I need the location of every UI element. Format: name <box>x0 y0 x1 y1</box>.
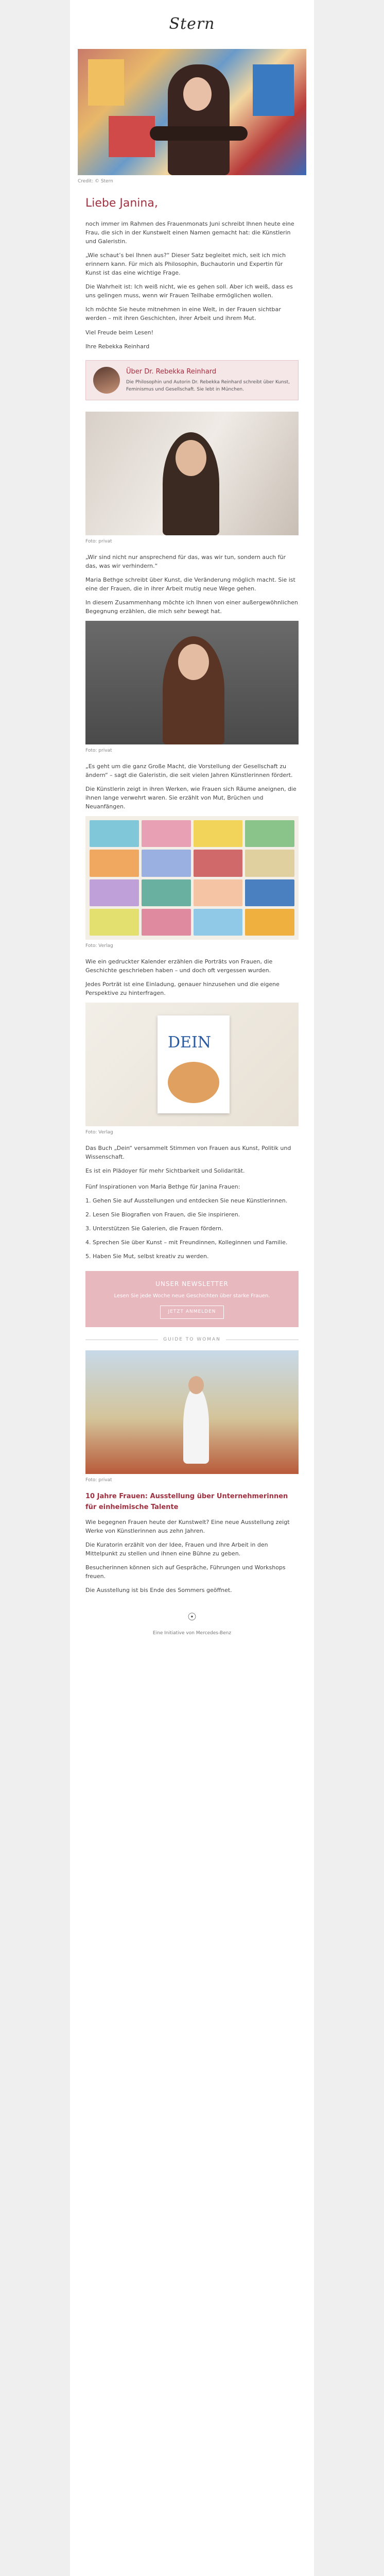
article-paragraph: Die Kuratorin erzählt von der Idee, Frauen und ihre Arbeit in den Mittelpunkt zu stellen und ihnen eine Bühne zu geben. <box>85 1541 268 1557</box>
photo-caption: Foto: Verlag <box>85 1130 113 1136</box>
section-paragraph: Die Künstlerin zeigt in ihren Werken, wie Frauen sich Räume aneignen, die ihnen lange verwehrt waren. Sie erzählt von Mut, Brüchen und Neuanfängen. <box>85 785 296 810</box>
grid-tile <box>90 850 139 876</box>
bio-title: Über Dr. Rebekka Reinhard <box>126 367 217 376</box>
photo-face <box>176 440 206 476</box>
grid-tile <box>90 820 139 847</box>
newsletter-cta <box>85 1271 299 1327</box>
book <box>158 1015 230 1113</box>
grid-tile <box>90 879 139 906</box>
hero-image <box>78 49 306 175</box>
photo-caption: Foto: Verlag <box>85 943 113 948</box>
hero-caption: Credit: © Stern <box>78 179 113 184</box>
section-paragraph: Es ist ein Plädoyer für mehr Sichtbarkeit und Solidarität. <box>85 1167 245 1175</box>
grid-tile <box>142 850 191 876</box>
section-paragraph: In diesem Zusammenhang möchte ich Ihnen von einer außergewöhnlichen Begegnung erzählen, die mich sehr bewegt hat. <box>85 599 298 615</box>
grid-tile <box>194 820 243 847</box>
letter-paragraph: Viel Freude beim Lesen! <box>85 329 154 336</box>
cta-heading: UNSER NEWSLETTER <box>155 1280 229 1288</box>
article-paragraph: Besucherinnen können sich auf Gespräche, Führungen und Workshops freuen. <box>85 1564 286 1580</box>
hero-arm <box>150 126 248 141</box>
footer-text: Eine Initiative von Mercedes-Benz <box>152 1631 232 1636</box>
article-paragraph: Wie begegnen Frauen heute der Kunstwelt? Eine neue Ausstellung zeigt Werke von Künstlerinnen aus zehn Jahren. <box>85 1518 290 1534</box>
grid-tile <box>90 909 139 936</box>
greeting: Liebe Janina, <box>85 196 158 210</box>
photo-caption: Foto: privat <box>85 538 112 544</box>
author-avatar <box>93 367 120 394</box>
photo-person <box>183 1386 209 1464</box>
letter-paragraph: Ich möchte Sie heute mitnehmen in eine Welt, in der Frauen sichtbar werden – mit ihren Geschichten, ihrer Arbeit und ihrem Mut. <box>85 306 281 322</box>
cta-button[interactable]: JETZT ANMELDEN <box>160 1306 223 1319</box>
grid-tile <box>245 879 294 906</box>
section-divider <box>85 1336 299 1344</box>
list-item: 4. Sprechen Sie über Kunst – mit Freundinnen, Kolleginnen und Familie. <box>85 1239 288 1246</box>
bio-text: Die Philosophin und Autorin Dr. Rebekka Reinhard schreibt über Kunst, Feminismus und Gesellschaft. Sie lebt in München. <box>126 379 290 392</box>
article-paragraph: Die Ausstellung ist bis Ende des Sommers geöffnet. <box>85 1586 232 1594</box>
grid-tile <box>142 820 191 847</box>
artwork-blue <box>253 64 294 116</box>
signature: Ihre Rebekka Reinhard <box>85 343 150 350</box>
letter-paragraph: Die Wahrheit ist: Ich weiß nicht, wie es gehen soll. Aber ich weiß, dass es uns gelingen muss, wenn wir Frauen Teilhabe ermöglichen wollen. <box>85 283 293 299</box>
newsletter-sheet <box>70 0 314 2576</box>
article-title[interactable]: 10 Jahre Frauen: Ausstellung über Unternehmerinnen für einheimische Talente <box>85 1493 288 1511</box>
section-paragraph: „Wir sind nicht nur ansprechend für das, was wir tun, sondern auch für das, was wir verhindern.“ <box>85 553 286 569</box>
grid-tile <box>245 909 294 936</box>
photo-face <box>178 644 209 680</box>
header <box>70 0 314 49</box>
letter-paragraph: noch immer im Rahmen des Frauenmonats Juni schreibt Ihnen heute eine Frau, die sich in der Kunstwelt einen Namen gemacht hat: die Künstlerin und Galeristin. <box>85 221 294 245</box>
photo-caption: Foto: privat <box>85 1478 112 1483</box>
section-paragraph: Jedes Porträt ist eine Einladung, genauer hinzusehen und die eigene Perspektive zu hinterfragen. <box>85 981 280 997</box>
grid-tile <box>194 909 243 936</box>
mercedes-logo-icon[interactable]: ☉ <box>187 1611 197 1623</box>
divider-label: GUIDE TO WOMAN <box>163 1336 221 1342</box>
grid-tile <box>194 850 243 876</box>
author-bio <box>85 360 299 400</box>
section-paragraph: Wie ein gedruckter Kalender erzählen die Porträts von Frauen, die Geschichte geschrieben haben – und doch oft vergessen wurden. <box>85 958 273 974</box>
photo-portrait-grid <box>85 816 299 940</box>
section-paragraph: Das Buch „Dein“ versammelt Stimmen von Frauen aus Kunst, Politik und Wissenschaft. <box>85 1145 291 1161</box>
grid-tile <box>245 820 294 847</box>
cta-text: Lesen Sie jede Woche neue Geschichten über starke Frauen. <box>114 1293 270 1299</box>
list-intro: Fünf Inspirationen von Maria Bethge für Janina Frauen: <box>85 1183 240 1191</box>
book-illustration <box>168 1062 219 1103</box>
section-paragraph: „Es geht um die ganz Große Macht, die Vorstellung der Gesellschaft zu ändern“ – sagt die Galeristin, die seit vielen Jahren Künstlerinnen fördert. <box>85 762 293 778</box>
list-item: 3. Unterstützen Sie Galerien, die Frauen fördern. <box>85 1225 223 1232</box>
photo-woman-smiling <box>85 412 299 535</box>
hero-face <box>183 77 212 111</box>
grid-tile <box>142 909 191 936</box>
list-item: 2. Lesen Sie Biografien von Frauen, die Sie inspirieren. <box>85 1211 240 1218</box>
brand-logo[interactable]: Stern <box>169 15 215 33</box>
grid-tile <box>245 850 294 876</box>
section-paragraph: Maria Bethge schreibt über Kunst, die Veränderung möglich macht. Sie ist eine der Frauen, die in ihrer Arbeit mutig neue Wege gehen. <box>85 576 295 592</box>
book-title: DEIN <box>168 1033 212 1052</box>
list-item: 5. Haben Sie Mut, selbst kreativ zu werden. <box>85 1253 209 1260</box>
photo-garden <box>85 1350 299 1474</box>
artwork-red <box>109 116 155 157</box>
list-item: 1. Gehen Sie auf Ausstellungen und entdecken Sie neue Künstlerinnen. <box>85 1197 288 1205</box>
artwork-yellow <box>88 59 124 106</box>
grid-tile <box>142 879 191 906</box>
photo-caption: Foto: privat <box>85 748 112 753</box>
photo-portrait <box>85 621 299 744</box>
letter-paragraph: „Wie schaut’s bei Ihnen aus?“ Dieser Satz begleitet mich, seit ich mich erinnern kann. Für mich als Philosophin, Buchautorin und Expertin für Kunst ist das eine wichtige Frage. <box>85 252 286 277</box>
grid-tile <box>194 879 243 906</box>
photo-book-cover <box>85 1003 299 1126</box>
